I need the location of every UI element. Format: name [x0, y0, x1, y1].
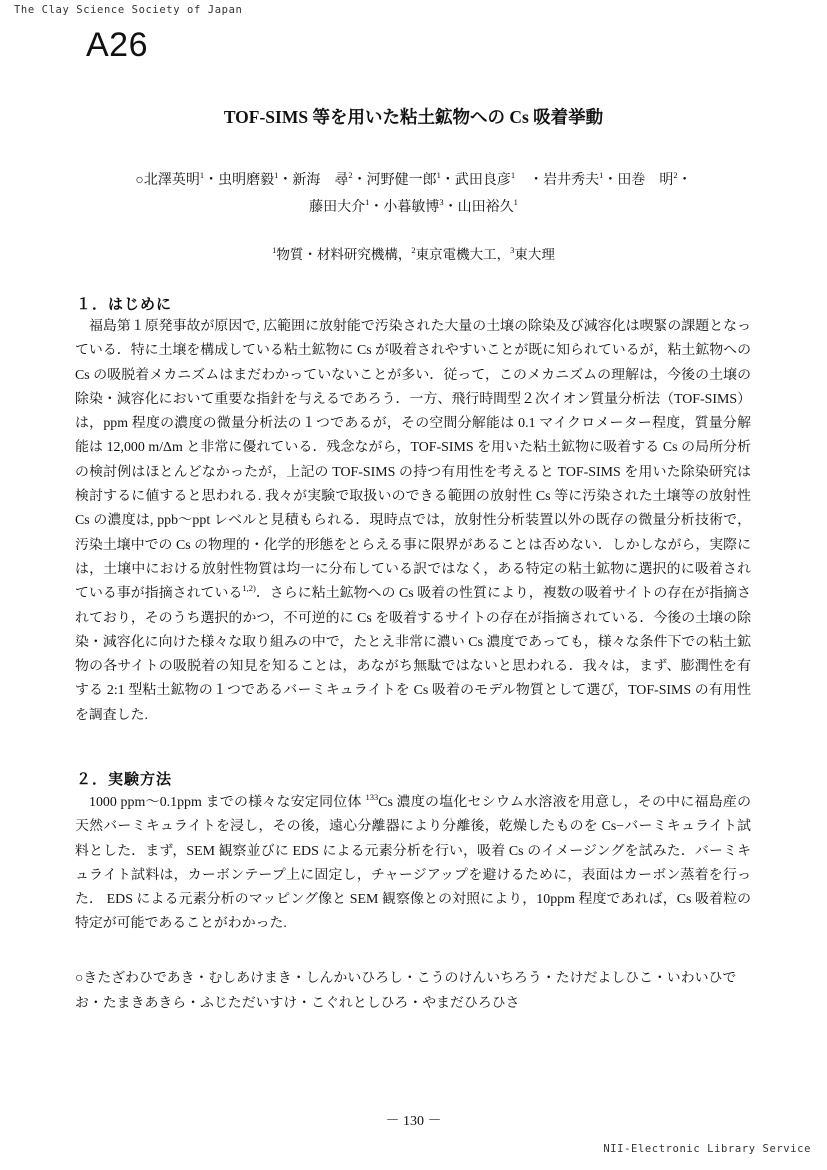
author-affiliation-mark: 1: [436, 170, 441, 180]
affiliation-mark: 2: [411, 245, 416, 255]
section-heading-methods: ２．実験方法: [76, 772, 173, 788]
paper-title: TOF-SIMS 等を用いた粘土鉱物への Cs 吸着挙動: [223, 107, 604, 127]
author-affiliation-mark: 2: [673, 170, 678, 180]
author-name: 虫明磨毅: [218, 173, 275, 188]
affiliation-name: 東大理: [514, 247, 555, 262]
author-name: 山田裕久: [457, 200, 514, 215]
author-prefix: ・: [369, 200, 384, 215]
affiliation-mark: 3: [510, 245, 515, 255]
author-prefix: ・: [352, 173, 367, 188]
body-text: Cs 濃度の塩化セシウム水溶液を用意し，その中に福島産の天然バーミキュライトを浸し，その後，遠心分離器により分離後，乾燥したものを Cs−バーミキュライト試料とした．まず，SEM 観察並びに EDS による元素分析を行い，吸着 Cs のイメージングを試みた．バーミキュライト試料は，カーボンテープ上に固定し，チャージアップを避けるために，表面はカーボン蒸着を行った． EDS による元素分析のマッピング像と SEM 観察像との対照により，10ppm 程度であれば，Cs 吸着粒の特定が可能であることがわかった.: [75, 795, 751, 932]
author-prefix: ○: [135, 173, 144, 188]
author-name: 河野健一郎: [366, 173, 437, 188]
author-name: 藤田大介: [309, 200, 366, 215]
citation-mark: 1,2): [242, 583, 256, 594]
author-name: 武田良彦: [454, 173, 511, 188]
author-prefix: ・: [603, 173, 618, 188]
author-name: 田巻 明: [617, 173, 674, 188]
author-prefix: ・: [204, 173, 219, 188]
author-affiliation-mark: 1: [199, 170, 205, 180]
author-affiliation-mark: 3: [439, 197, 444, 207]
affiliation-name: 物質・材料研究機構，: [276, 247, 412, 262]
author-affiliation-mark: 2: [348, 170, 353, 180]
author-name: 北澤英明: [143, 173, 200, 188]
nii-footer: NII-Electronic Library Service: [603, 1143, 811, 1155]
author-reading: ○きたざわひであき・むしあけまき・しんかいひろし・こうのけんいちろう・たけだよしひこ・いわいひでお・たまきあきら・ふじただいすけ・こぐれとしひろ・やまだひろひさ: [75, 971, 737, 1011]
author-affiliation-mark: 1: [510, 170, 516, 180]
author-list: [60, 167, 767, 221]
author-name: 新海 尋: [292, 173, 349, 188]
affiliation-mark: 1: [272, 245, 277, 255]
affiliation-name: 東京電機大工，: [415, 247, 511, 262]
author-prefix: ・: [443, 200, 458, 215]
affiliation-list: [60, 243, 767, 263]
author-affiliation-mark: 1: [513, 197, 518, 207]
author-name: 小暮敏博: [383, 200, 440, 215]
author-affiliation-mark: 1: [599, 170, 604, 180]
body-text: 福島第１原発事故が原因で, 広範囲に放射能で汚染された大量の土壌の除染及び減容化は喫緊の課題となっている．特に土壌を構成している粘土鉱物に Cs が吸着されやすいことが既に知られているが，粘土鉱物への Cs の吸脱着メカニズムはまだわかっていないことが多い．従って，このメカニズムの理解は，今後の土壌の除染・減容化において重要な指針を与えるであろう．一方、飛行時間型２次イオン質量分析法（TOF-SIMS）は，ppm 程度の濃度の微量分析法の１つであるが，その空間分解能は 0.1 マイクロメーター程度，質量分解能は 12,000 m/Δm と非常に優れている．残念ながら，TOF-SIMS を用いた粘土鉱物に吸着する Cs の局所分析の検討例はほとんどなかったが，上記の TOF-SIMS の持つ有用性を考えると TOF-SIMS を用いた除染研究は検討するに値すると思われる. 我々が実験で取扱いのできる範囲の放射性 Cs 等に汚染された土壌等の放射性 Cs の濃度は, ppb～ppt レベルと見積もられる．現時点では，放射性分析装置以外の既存の微量分析技術で，汚染土壌中での Cs の物理的・化学的形態をとらえる事に限界があることは否めない．しかしながら，実際には，土壌中における放射性物質は均一に分布している訳ではなく，ある特定の粘土鉱物に選択的に吸着されている事が指摘されている: [75, 319, 751, 602]
author-name: 岩井秀夫: [543, 173, 600, 188]
author-prefix: ・: [440, 173, 455, 188]
author-prefix: ・: [278, 173, 293, 188]
author-affiliation-mark: 1: [274, 170, 279, 180]
section-body-introduction: [75, 315, 751, 728]
society-header: The Clay Science Society of Japan: [14, 4, 243, 16]
section-body-methods: [75, 791, 751, 937]
page-number: － 130 －: [385, 1114, 442, 1129]
abstract-code: A26: [86, 26, 148, 64]
author-prefix: ・: [515, 173, 544, 188]
author-prefix: ・: [677, 173, 692, 188]
section-heading-introduction: １．はじめに: [76, 297, 173, 313]
isotope-mark: 133: [365, 792, 379, 802]
body-text: 1000 ppm～0.1ppm までの様々な安定同位体: [89, 795, 366, 810]
author-affiliation-mark: 1: [365, 197, 370, 207]
body-text: ．さらに粘土鉱物への Cs 吸着の性質により，複数の吸着サイトの存在が指摘されており，そのうち選択的かつ，不可逆的に Cs を吸着するサイトの存在が指摘されている．今後の土壌の除染・減容化に向けた様々な取り組みの中で，たとえ非常に濃い Cs 濃度であっても，様々な条件下での粘土鉱物の各サイトの吸脱着の知見を知ることは，あながち無駄ではないと思われる．我々は，まず、膨潤性を有する 2:1 型粘土鉱物の１つであるバーミキュライトを Cs 吸着のモデル物質として選び，TOF-SIMS の有用性を調査した.: [75, 586, 751, 723]
